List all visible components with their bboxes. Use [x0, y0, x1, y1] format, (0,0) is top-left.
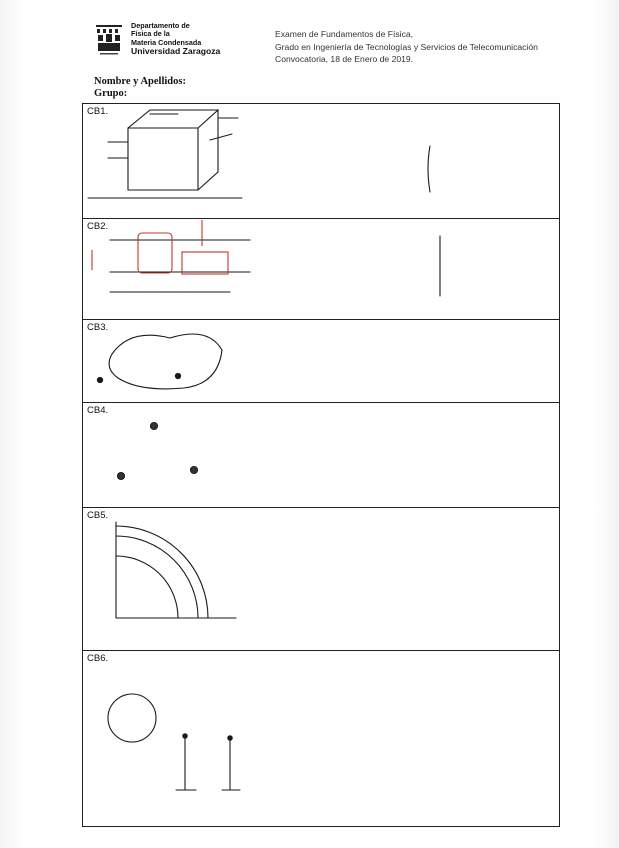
exam-line-1: Examen de Fundamentos de Física, [275, 29, 414, 39]
dept-line-1: Departamento de [131, 21, 190, 30]
exam-line-3: Convocatoria, 18 de Enero de 2019. [275, 54, 414, 65]
exam-line-2: Grado en Ingeniería de Tecnologías y Servicios de Telecomunicación [275, 41, 538, 52]
section-label: CB6. [87, 653, 109, 664]
dept-line-2: Física de la [131, 29, 170, 39]
section-label: CB4. [87, 405, 109, 416]
section-label: CB1. [87, 106, 109, 117]
group-label: Grupo: [94, 87, 128, 99]
name-label: Nombre y Apellidos: [94, 76, 186, 87]
section-label: CB2. [87, 221, 109, 232]
section-label: CB5. [87, 510, 109, 521]
dept-line-3: Materia Condensada [131, 37, 202, 47]
university-name: Universidad Zaragoza [131, 46, 221, 57]
section-label: CB3. [87, 322, 109, 333]
